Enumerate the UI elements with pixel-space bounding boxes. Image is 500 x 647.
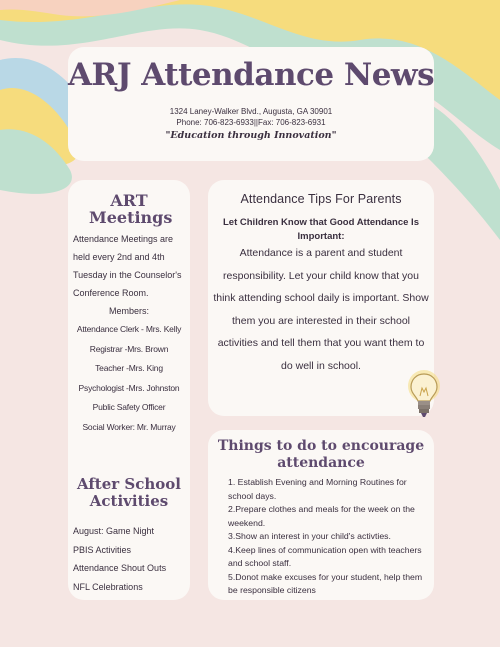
list-item: 3.Show an interest in your child's activties.: [228, 531, 391, 541]
art-description: Attendance Meetings are held every 2nd and 4th Tuesday in the Counselor's Conference Room.: [73, 234, 182, 298]
things-card: [208, 430, 434, 600]
list-item: 5.Donot make excuses for your student, help them be responsible citizens: [228, 571, 423, 595]
header-card: [68, 47, 434, 161]
member-item: Social Worker: Mr. Murray: [82, 421, 176, 432]
page-title: ARJ Attendance News: [68, 57, 435, 93]
member-item: Public Safety Officer: [92, 402, 166, 412]
list-item: 2.Prepare clothes and meals for the week on the weekend.: [228, 504, 415, 528]
tips-body: Attendance is a parent and student responsibility. Let your child know that you think attending school daily is important. Show them you are interested in their school activities and tell them that you want them to do well in school.: [213, 247, 429, 372]
after-school-title: After School Activities: [76, 475, 181, 510]
lightbulb-icon: [401, 366, 447, 424]
address: 1324 Laney-Walker Blvd., Augusta, GA 30901: [169, 107, 333, 116]
tips-title: Attendance Tips For Parents: [240, 192, 402, 206]
member-item: Registrar -Mrs. Brown: [89, 343, 169, 354]
motto: "Education through Innovation": [165, 130, 337, 141]
member-item: Teacher -Mrs. King: [95, 363, 163, 373]
members-label: Members:: [108, 306, 149, 316]
left-column-card: [68, 180, 190, 600]
member-item: Attendance Clerk - Mrs. Kelly: [76, 324, 182, 334]
tips-card: [208, 180, 434, 416]
tips-subtitle: Let Children Know that Good Attendance Is Important:: [223, 217, 419, 242]
after-school-item: Attendance Shout Outs: [73, 563, 167, 573]
art-meetings-title: ART Meetings: [89, 191, 173, 227]
after-school-item: August: Game Night: [73, 526, 155, 536]
list-item: 4.Keep lines of communication open with teachers and school staff.: [228, 544, 422, 568]
phone-fax: Phone: 706-823-6933||Fax: 706-823-6931: [176, 118, 326, 127]
after-school-list: [73, 522, 166, 596]
things-title: Things to do to encourage attendance: [217, 438, 425, 471]
member-item: Psychologist -Mrs. Johnston: [78, 382, 180, 393]
things-list: [208, 476, 434, 598]
list-item: 1. Establish Evening and Morning Routines for school days.: [228, 477, 407, 501]
after-school-item: PBIS Activities: [73, 544, 132, 555]
after-school-item: NFL Celebrations: [73, 581, 143, 592]
